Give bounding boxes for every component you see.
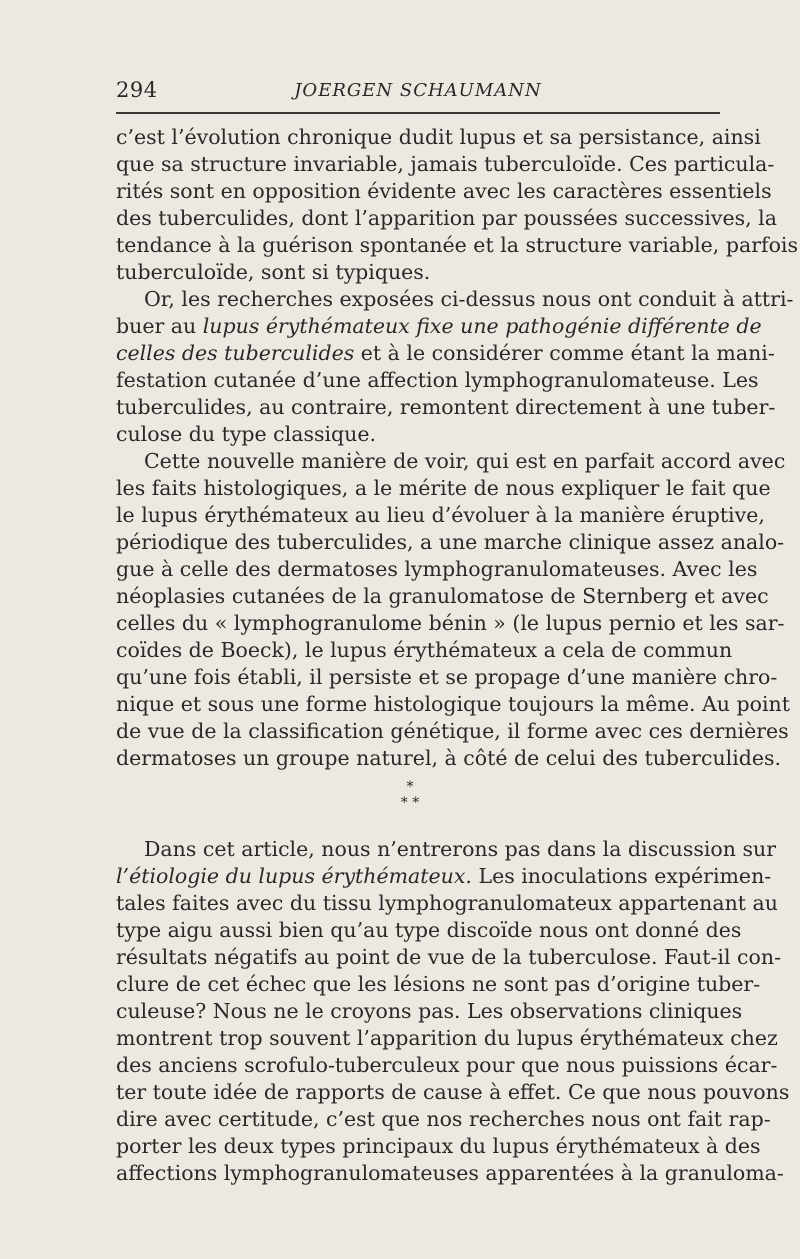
text-line: Dans cet article, nous n’entrerons pas dans la discussion sur [144, 837, 776, 861]
text-line: tales faites avec du tissu lymphogranulomateux appartenant au [116, 891, 778, 915]
text-line: néoplasies cutanées de la granulomatose de Sternberg et avec [116, 584, 769, 608]
text-line-mixed [116, 340, 775, 367]
header-rule [116, 112, 720, 114]
text-line: que sa structure invariable, jamais tuberculoïde. Ces particula- [116, 152, 775, 176]
text-line: Or, les recherches exposées ci-dessus nous ont conduit à attri- [144, 287, 794, 311]
italic-run: celles des tuberculides [116, 341, 355, 365]
text-line: nique et sous une forme histologique toujours la même. Au point [116, 692, 790, 716]
text-run: et à le considérer comme étant la mani- [360, 341, 775, 365]
text-line: ter toute idée de rapports de cause à effet. Ce que nous pouvons [116, 1080, 790, 1104]
text-line: festation cutanée d’une affection lymphogranulomateuse. Les [116, 368, 759, 392]
text-line: Cette nouvelle manière de voir, qui est en parfait accord avec [144, 449, 786, 473]
text-line: les faits histologiques, a le mérite de nous expliquer le fait que [116, 476, 771, 500]
text-line: celles du « lymphogranulome bénin » (le lupus pernio et les sar- [116, 611, 785, 635]
text-line: des tuberculides, dont l’apparition par poussées successives, la [116, 206, 777, 230]
text-line: résultats négatifs au point de vue de la tuberculose. Faut-il con- [116, 945, 781, 969]
asterism-top: * [406, 779, 414, 795]
text-run: Les inoculations expérimen- [478, 864, 772, 888]
text-line: culose du type classique. [116, 422, 377, 446]
text-line: affections lymphogranulomateuses apparentées à la granuloma- [116, 1161, 784, 1185]
text-line: type aigu aussi bien qu’au type discoïde nous ont donné des [116, 918, 742, 942]
text-line: de vue de la classification génétique, il forme avec ces dernières [116, 719, 789, 743]
running-head: JOERGEN SCHAUMANN [294, 80, 542, 101]
text-line: coïdes de Boeck), le lupus érythémateux a cela de commun [116, 638, 733, 662]
page-header [116, 74, 720, 102]
text-run: buer au [116, 314, 197, 338]
text-line: clure de cet échec que les lésions ne sont pas d’origine tuber- [116, 972, 761, 996]
text-line: tendance à la guérison spontanée et la structure variable, parfois [116, 233, 798, 257]
italic-run: lupus érythémateux fixe une pathogénie différente de [202, 314, 762, 338]
asterism-bottom: * * [400, 795, 420, 811]
italic-run: l’étiologie du lupus érythémateux. [116, 864, 472, 888]
text-line-mixed [116, 863, 772, 890]
text-line: c’est l’évolution chronique dudit lupus et sa persistance, ainsi [116, 125, 761, 149]
text-line: gue à celle des dermatoses lymphogranulomateuses. Avec les [116, 557, 758, 581]
text-line: culeuse? Nous ne le croyons pas. Les observations cliniques [116, 999, 743, 1023]
text-line: qu’une fois établi, il persiste et se propage d’une manière chro- [116, 665, 778, 689]
text-line: rités sont en opposition évidente avec les caractères essentiels [116, 179, 772, 203]
text-line: dire avec certitude, c’est que nos recherches nous ont fait rap- [116, 1107, 771, 1131]
text-line: tuberculoïde, sont si typiques. [116, 260, 431, 284]
text-line: porter les deux types principaux du lupus érythémateux à des [116, 1134, 761, 1158]
text-line: le lupus érythémateux au lieu d’évoluer à la manière éruptive, [116, 503, 765, 527]
text-line: dermatoses un groupe naturel, à côté de celui des tuberculides. [116, 746, 782, 770]
page-number: 294 [116, 78, 158, 102]
text-line-mixed [116, 313, 762, 340]
text-line: tuberculides, au contraire, remontent directement à une tuber- [116, 395, 776, 419]
text-line: des anciens scrofulo-tuberculeux pour que nous puissions écar- [116, 1053, 778, 1077]
text-line: montrent trop souvent l’apparition du lupus érythémateux chez [116, 1026, 778, 1050]
text-line: périodique des tuberculides, a une marche clinique assez analo- [116, 530, 785, 554]
